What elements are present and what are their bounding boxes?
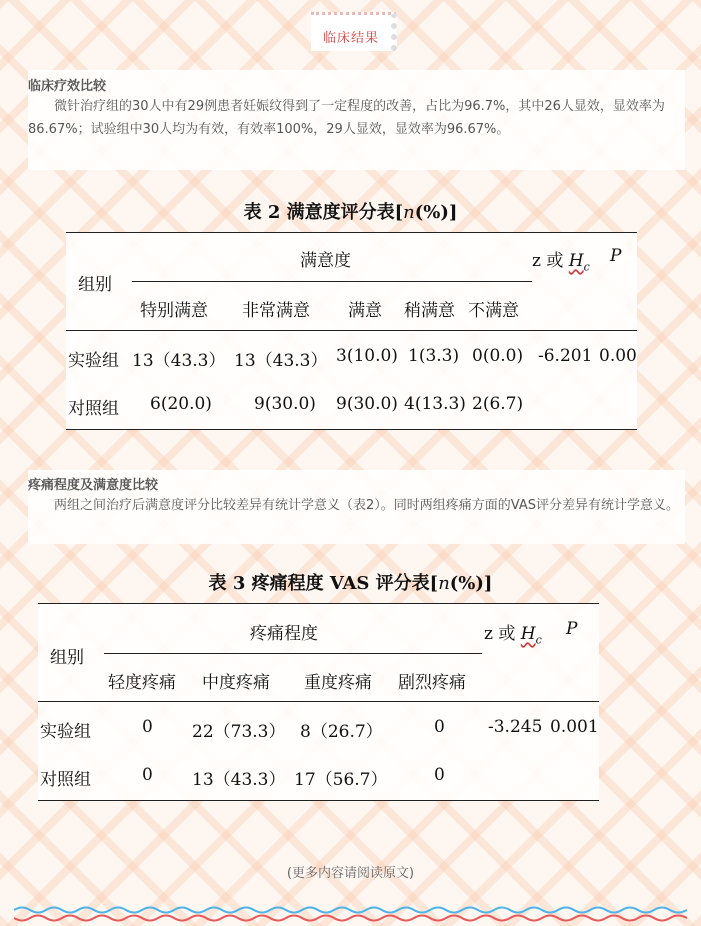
table-bottom-rule	[66, 429, 637, 430]
row-cell: 0(0.0)	[472, 346, 524, 366]
section-tag	[311, 12, 397, 51]
row-cell: 3(10.0)	[336, 346, 398, 366]
p-header: P	[610, 246, 622, 266]
section-clinical-efficacy	[28, 70, 685, 170]
table3-pain-vas	[38, 603, 599, 801]
section-paragraph: 微针治疗组的30人中有29例患者妊娠纹得到了一定程度的改善，占比为96.7%，其中26人显效，显效率为86.67%；试验组中30人均为有效，有效率100%，29人显效，显效率为96.67%。	[28, 99, 665, 137]
table-top-rule	[66, 232, 637, 233]
group-header: 组别	[50, 648, 84, 668]
row-group: 实验组	[68, 351, 119, 371]
row-cell: 13（43.3）	[132, 351, 226, 371]
row-cell: 13（43.3）	[192, 770, 286, 790]
row-p: 0.001	[550, 717, 599, 737]
read-more-note: (更多内容请阅读原文)	[286, 866, 415, 881]
table2-satisfaction	[66, 232, 637, 430]
subheader-0: 特别满意	[140, 301, 208, 321]
row-group: 实验组	[40, 722, 91, 742]
stat-header: z 或 $H_c$	[484, 624, 542, 647]
header-bottom-rule	[38, 701, 599, 702]
subheader-1: 中度疼痛	[202, 673, 270, 693]
row-cell: 1(3.3)	[408, 346, 460, 366]
row-stat: -6.201	[538, 346, 593, 366]
row-cell: 0	[434, 717, 445, 737]
header-sub-rule	[132, 281, 532, 282]
row-cell: 4(13.3)	[404, 394, 466, 414]
table2-caption: 表 2 满意度评分表[n(%)]	[243, 202, 458, 223]
row-cell: 9(30.0)	[336, 394, 398, 414]
row-cell: 17（56.7）	[294, 770, 388, 790]
row-group: 对照组	[40, 770, 91, 790]
row-cell: 0	[142, 717, 153, 737]
subheader-1: 非常满意	[242, 301, 310, 321]
stat-header: z 或 $H_c$	[532, 251, 590, 274]
section-pain-satisfaction	[28, 470, 685, 544]
decorative-wave-red	[14, 913, 687, 923]
p-header: P	[566, 619, 578, 639]
row-cell: 2(6.7)	[472, 394, 524, 414]
subheader-2: 满意	[348, 301, 382, 321]
subheader-0: 轻度疼痛	[108, 673, 176, 693]
row-cell: 9(30.0)	[254, 394, 316, 414]
table-bottom-rule	[38, 800, 599, 801]
subheader-2: 重度疼痛	[304, 673, 372, 693]
subheader-3: 稍满意	[404, 301, 455, 321]
section-title: 临床疗效比较	[28, 79, 107, 94]
row-cell: 8（26.7）	[300, 722, 383, 742]
span-header: 疼痛程度	[250, 624, 318, 644]
section-tag-label: 临床结果	[322, 31, 379, 46]
table3-caption: 表 3 疼痛程度 VAS 评分表[n(%)]	[208, 573, 493, 594]
row-cell: 13（43.3）	[234, 351, 328, 371]
row-cell: 0	[142, 765, 153, 785]
row-cell: 6(20.0)	[150, 394, 212, 414]
subheader-3: 剧烈疼痛	[398, 673, 466, 693]
subheader-4: 不满意	[468, 301, 519, 321]
row-cell: 22（73.3）	[192, 722, 286, 742]
header-bottom-rule	[66, 330, 637, 331]
row-group: 对照组	[68, 399, 119, 419]
section-paragraph: 两组之间治疗后满意度评分比较差异有统计学意义（表2）。同时两组疼痛方面的VAS评分差异有统计学意义。	[54, 498, 679, 513]
group-header: 组别	[78, 275, 112, 295]
span-header: 满意度	[300, 251, 351, 271]
section-title: 疼痛程度及满意度比较	[28, 478, 159, 493]
table-top-rule	[38, 603, 599, 604]
row-p: 0.00	[599, 346, 637, 366]
row-stat: -3.245	[488, 717, 543, 737]
header-sub-rule	[104, 653, 482, 654]
row-cell: 0	[434, 765, 445, 785]
